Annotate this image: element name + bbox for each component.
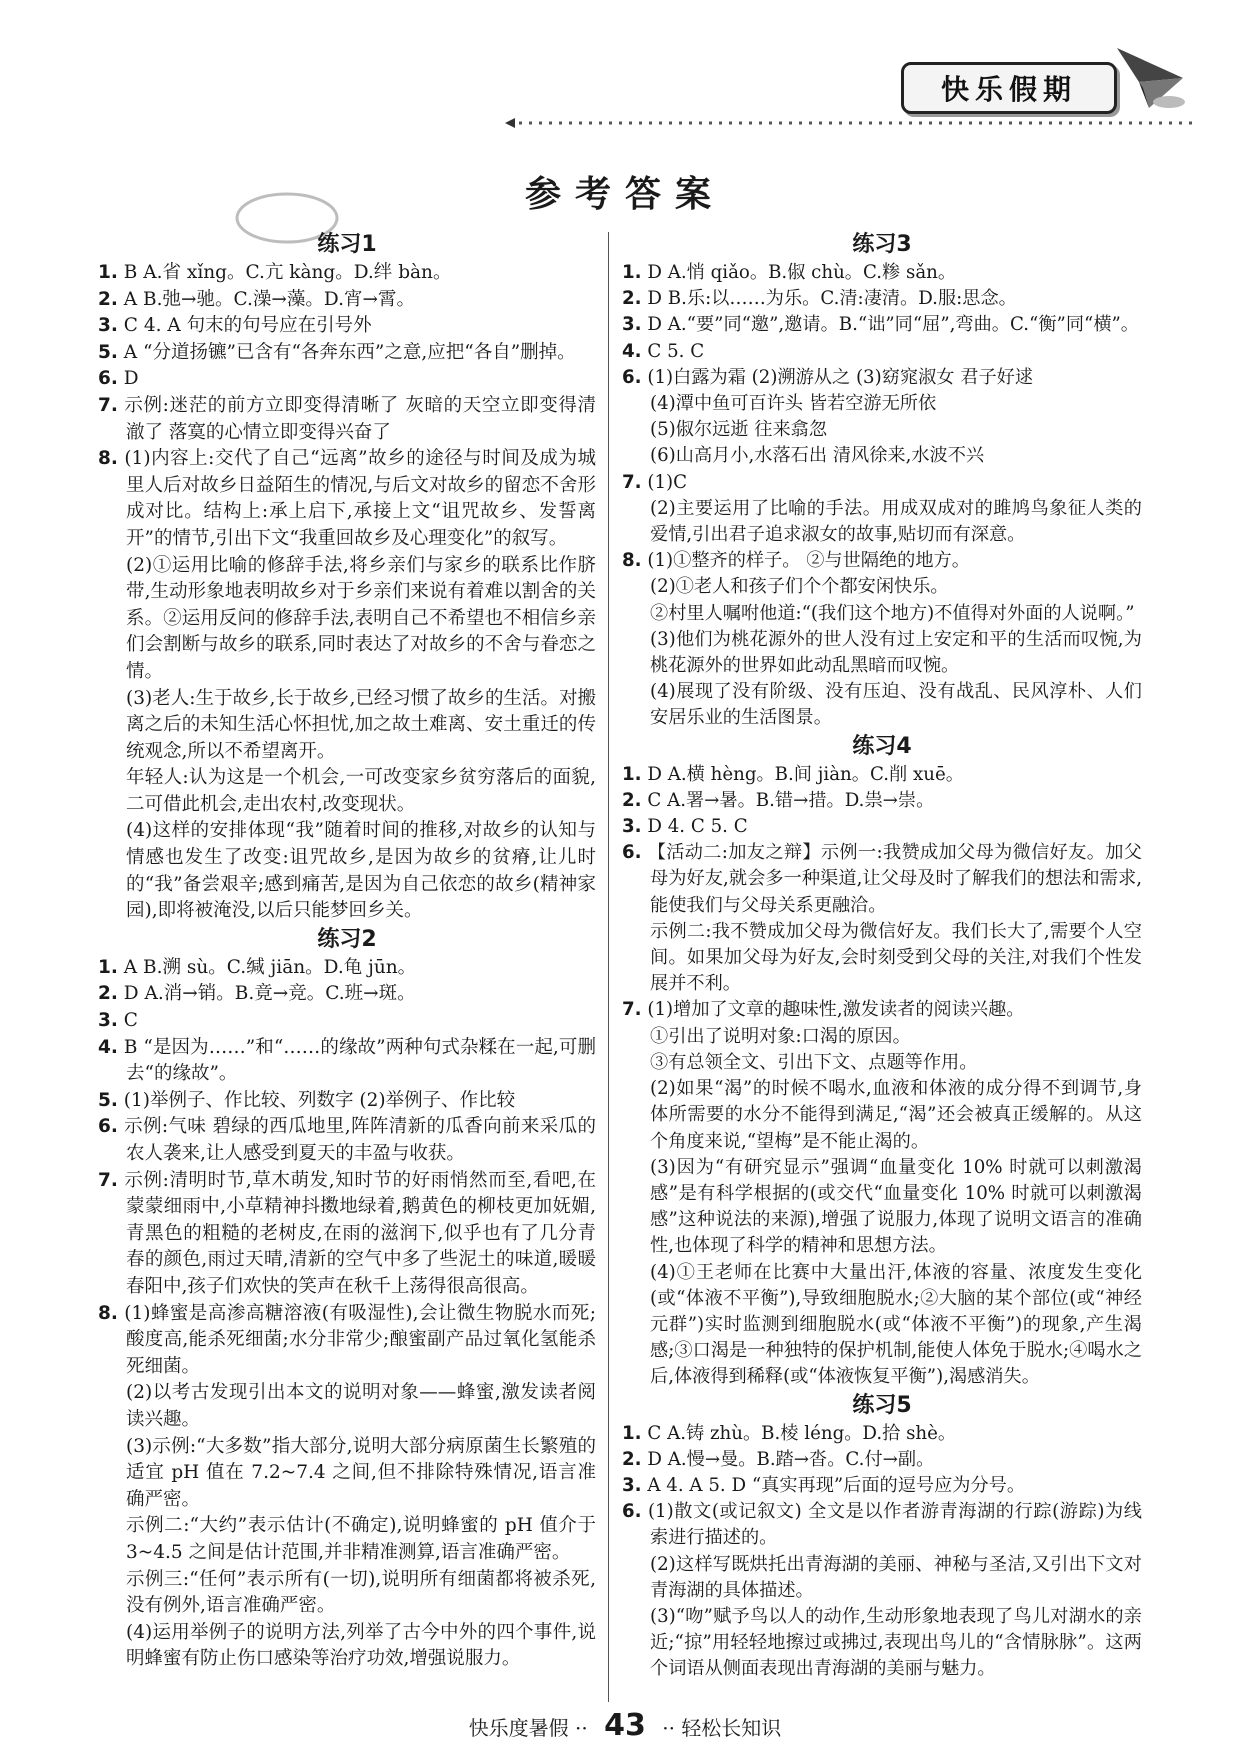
answer-sub: (3)示例:“大多数”指大部分,说明大部分病原菌生长繁殖的适宜 pH 值在 7.2~7.4 之间,但不排除特殊情况,语言准确严密。 [126,1435,596,1510]
answer-item: 6. 【活动二:加友之辩】示例一:我赞成加父母为微信好友。加父母为好友,就会多一种渠道,让父母及时了解我们的想法和需求,能使我们与父母关系更融洽。 [622,842,1142,916]
answer-item: 3. C 4. A 句末的句号应在引号外 [98,315,372,337]
answer-sub: ①引出了说明对象:口渴的原因。 [650,1025,911,1047]
answer-sub: (5)俶尔远逝 往来翕忽 [650,419,828,441]
answer-sub: (2)如果“渴”的时候不喝水,血液和体液的成分得不到调节,身体所需要的水分不能得到满足,“渴”还会被真正缓解的。从这个角度来说,“望梅”是不能止渴的。 [650,1078,1142,1152]
footer-left-text: 快乐度暑假 [468,1716,569,1740]
banner-label: 快乐假期 [901,62,1117,114]
answer-item: 7. 示例:迷茫的前方立即变得清晰了 灰暗的天空立即变得清澈了 落寞的心情立即变得兴奋了 [98,394,596,443]
section-title: 练习5 [852,1392,912,1418]
section-title: 练习1 [317,232,377,257]
answer-item: 6. D [98,368,139,390]
header-banner [895,36,1195,116]
answer-item: 1. C A.铸 zhù。B.棱 léng。D.拾 shè。 [622,1422,957,1444]
answer-item: 6. 示例:气味 碧绿的西瓜地里,阵阵清新的瓜香向前来采瓜的农人袭来,让人感受到夏天的丰盈与收获。 [98,1116,596,1164]
section-title: 练习2 [317,926,377,952]
answer-item: 8. (1)①整齐的样子。 ②与世隔绝的地方。 [622,550,970,572]
answer-item: 3. D 4. C 5. C [622,816,748,838]
answer-item: 2. C A.署→暑。B.错→措。D.祟→崇。 [622,789,935,811]
answer-item: 7. 示例:清明时节,草木萌发,知时节的好雨悄然而至,看吧,在蒙蒙细雨中,小草精神抖擞地绿着,鹅黄色的柳枝更加妩媚,青黑色的粗糙的老树皮,在雨的滋润下,似乎也有了几分青春的颜色,雨过天晴,清新的空气中多了些泥土的味道,暖暖春阳中,孩子们欢快的笑声在秋千上荡得很高很高。 [98,1169,596,1297]
answer-sub: (2)①老人和孩子们个个都安闲快乐。 [650,576,949,598]
answer-sub: (2)主要运用了比喻的手法。用成双成对的雎鸠鸟象征人类的爱情,引出君子追求淑女的故事,贴切而有深意。 [650,497,1142,546]
answer-item: 3. D A.“要”同“邀”,邀请。B.“诎”同“屈”,弯曲。C.“衡”同“横”。 [622,314,1139,336]
answer-item: 7. (1)增加了文章的趣味性,激发读者的阅读兴趣。 [622,999,1025,1021]
answer-item: 2. D A.慢→曼。B.踏→沓。C.付→副。 [622,1448,935,1470]
answer-item: 6. (1)白露为霜 (2)溯游从之 (3)窈窕淑女 君子好逑 [622,366,1034,388]
answer-sub: (3)他们为桃花源外的世人没有过上安定和平的生活而叹惋,为桃花源外的世界如此动乱黑暗而叹惋。 [650,628,1142,677]
answer-item: 7. (1)C [622,471,688,493]
answer-item: 5. A “分道扬镳”已含有“各奔东西”之意,应把“各自”删掉。 [98,341,576,363]
answer-item: 2. A B.弛→驰。C.澡→藻。D.宵→霄。 [98,288,415,310]
section-title: 练习3 [852,232,912,257]
page-footer: 快乐度暑假 ·· 43 ·· 轻松长知识 [468,1708,782,1743]
answer-sub: (3)“吻”赋予鸟以人的动作,生动形象地表现了鸟儿对湖水的亲近;“掠”用轻轻地擦过或拂过,表现出鸟儿的“含情脉脉”。这两个词语从侧面表现出青海湖的美丽与魅力。 [650,1605,1142,1680]
column-divider [608,232,609,1702]
right-column [622,230,1142,1683]
answer-sub: (4)①王老师在比赛中大量出汗,体液的容量、浓度发生变化(或“体液不平衡”),导致细胞脱水;②大脑的某个部位(或“神经元群”)实时监测到细胞脱水(或“体液不平衡”)的现象,产生渴感;③口渴是一种独特的保护机制,能使人体免于脱水;④喝水之后,体液得到稀释(或“体液恢复平衡”),渴感消失。 [650,1261,1142,1388]
answer-item: 6. (1)散文(或记叙文) 全文是以作者游青海湖的行踪(游踪)为线索进行描述的。 [622,1501,1142,1549]
answer-item: 1. D A.横 hèng。B.间 jiàn。C.削 xuē。 [622,763,964,785]
answer-sub: (4)运用举例子的说明方法,列举了古今中外的四个事件,说明蜂蜜有防止伤口感染等治疗功效,增强说服力。 [126,1621,596,1670]
left-column [98,230,596,1673]
answer-sub: (2)以考古发现引出本文的说明对象——蜂蜜,激发读者阅读兴趣。 [126,1382,596,1430]
answer-item: 4. B “是因为……”和“……的缘故”两种句式杂糅在一起,可删去“的缘故”。 [98,1036,596,1085]
footer-right-text: 轻松长知识 [681,1716,782,1740]
answer-sub: 年轻人:认为这是一个机会,一可改变家乡贫穷落后的面貌,二可借此机会,走出农村,改变现状。 [126,767,596,815]
answer-sub: 示例二:我不赞成加父母为微信好友。我们长大了,需要个人空间。如果加父母为好友,会时刻受到父母的关注,对我们个性发展并不利。 [650,920,1142,995]
answer-item: 2. D B.乐:以……为乐。C.清:凄清。D.服:思念。 [622,288,1017,310]
answer-item: 1. B A.省 xǐng。C.亢 kàng。D.绊 bàn。 [98,262,452,283]
answer-sub: ②村里人嘱咐他道:“(我们这个地方)不值得对外面的人说啊。” [650,602,1135,624]
answer-item: 2. D A.消→销。B.竟→竞。C.班→斑。 [98,983,416,1005]
answer-sub: (3)老人:生于故乡,长于故乡,已经习惯了故乡的生活。对搬离之后的未知生活心怀担忧,加之故土难离、安土重迁的传统观念,所以不希望离开。 [126,687,596,762]
answer-item: 1. A B.溯 sù。C.缄 jiān。D.龟 jūn。 [98,956,417,978]
answer-item: 3. A 4. A 5. D “真实再现”后面的逗号应为分号。 [622,1474,1026,1496]
answer-item: 5. (1)举例子、作比较、列数字 (2)举例子、作比较 [98,1089,516,1111]
answer-sub: (2)①运用比喻的修辞手法,将乡亲们与家乡的联系比作脐带,生动形象地表明故乡对于乡亲们来说有着难以割舍的关系。②运用反问的修辞手法,表明自己不希望也不相信乡亲们会割断与故乡的联系,同时表达了对故乡的不舍与眷恋之情。 [126,554,596,682]
answer-item: 8. (1)蜂蜜是高渗高糖溶液(有吸湿性),会让微生物脱水而死;酸度高,能杀死细菌;水分非常少;酿蜜副产品过氧化氢能杀死细菌。 [98,1302,596,1377]
answer-sub: 示例三:“任何”表示所有(一切),说明所有细菌都将被杀死,没有例外,语言准确严密。 [126,1568,596,1617]
answer-item: 4. C 5. C [622,340,705,362]
answer-item: 8. (1)内容上:交代了自己“远离”故乡的途径与时间及成为城里人后对故乡日益陌生的情况,与后文对故乡的留恋不舍形成对比。结构上:承上启下,承接上文“诅咒故乡、发誓离开”的情节,引出下文“我重回故乡及心理变化”的叙写。 [98,448,596,549]
section-title: 练习4 [852,733,912,759]
page-title: 参考答案 [524,173,725,215]
page-number: 43 [604,1708,646,1743]
answer-sub: (4)潭中鱼可百许头 皆若空游无所依 [650,393,937,415]
answer-sub: (4)展现了没有阶级、没有压迫、没有战乱、民风淳朴、人们安居乐业的生活图景。 [650,681,1142,729]
answer-sub: 示例二:“大约”表示估计(不确定),说明蜂蜜的 pH 值介于 3~4.5 之间是估计范围,并非精准测算,语言准确严密。 [126,1515,596,1563]
answer-item: 3. C [98,1010,138,1032]
dotted-rule [505,118,1195,128]
answer-sub: (3)因为“有研究显示”强调“血量变化 10% 时就可以刺激渴感”是有科学根据的(或交代“血量变化 10% 时就可以刺激渴感”这种说法的来源),增强了说服力,体现了说明文语言的准确性,也体现了科学的精神和思想方法。 [650,1156,1142,1257]
paper-plane-icon [1109,38,1189,114]
answer-sub: ③有总领全文、引出下文、点题等作用。 [650,1051,978,1073]
answer-sub: (6)山高月小,水落石出 清风徐来,水波不兴 [650,445,985,467]
answer-sub: (4)这样的安排体现“我”随着时间的推移,对故乡的认知与情感也发生了改变:诅咒故乡,是因为故乡的贫瘠,让儿时的“我”备尝艰辛;感到痛苦,是因为自己依恋的故乡(精神家园),即将被淹没,以后只能梦回乡关。 [126,820,596,922]
answer-sub: (2)这样写既烘托出青海湖的美丽、神秘与圣洁,又引出下文对青海湖的具体描述。 [650,1553,1142,1601]
answer-item: 1. D A.悄 qiǎo。B.俶 chù。C.糁 sǎn。 [622,262,957,283]
